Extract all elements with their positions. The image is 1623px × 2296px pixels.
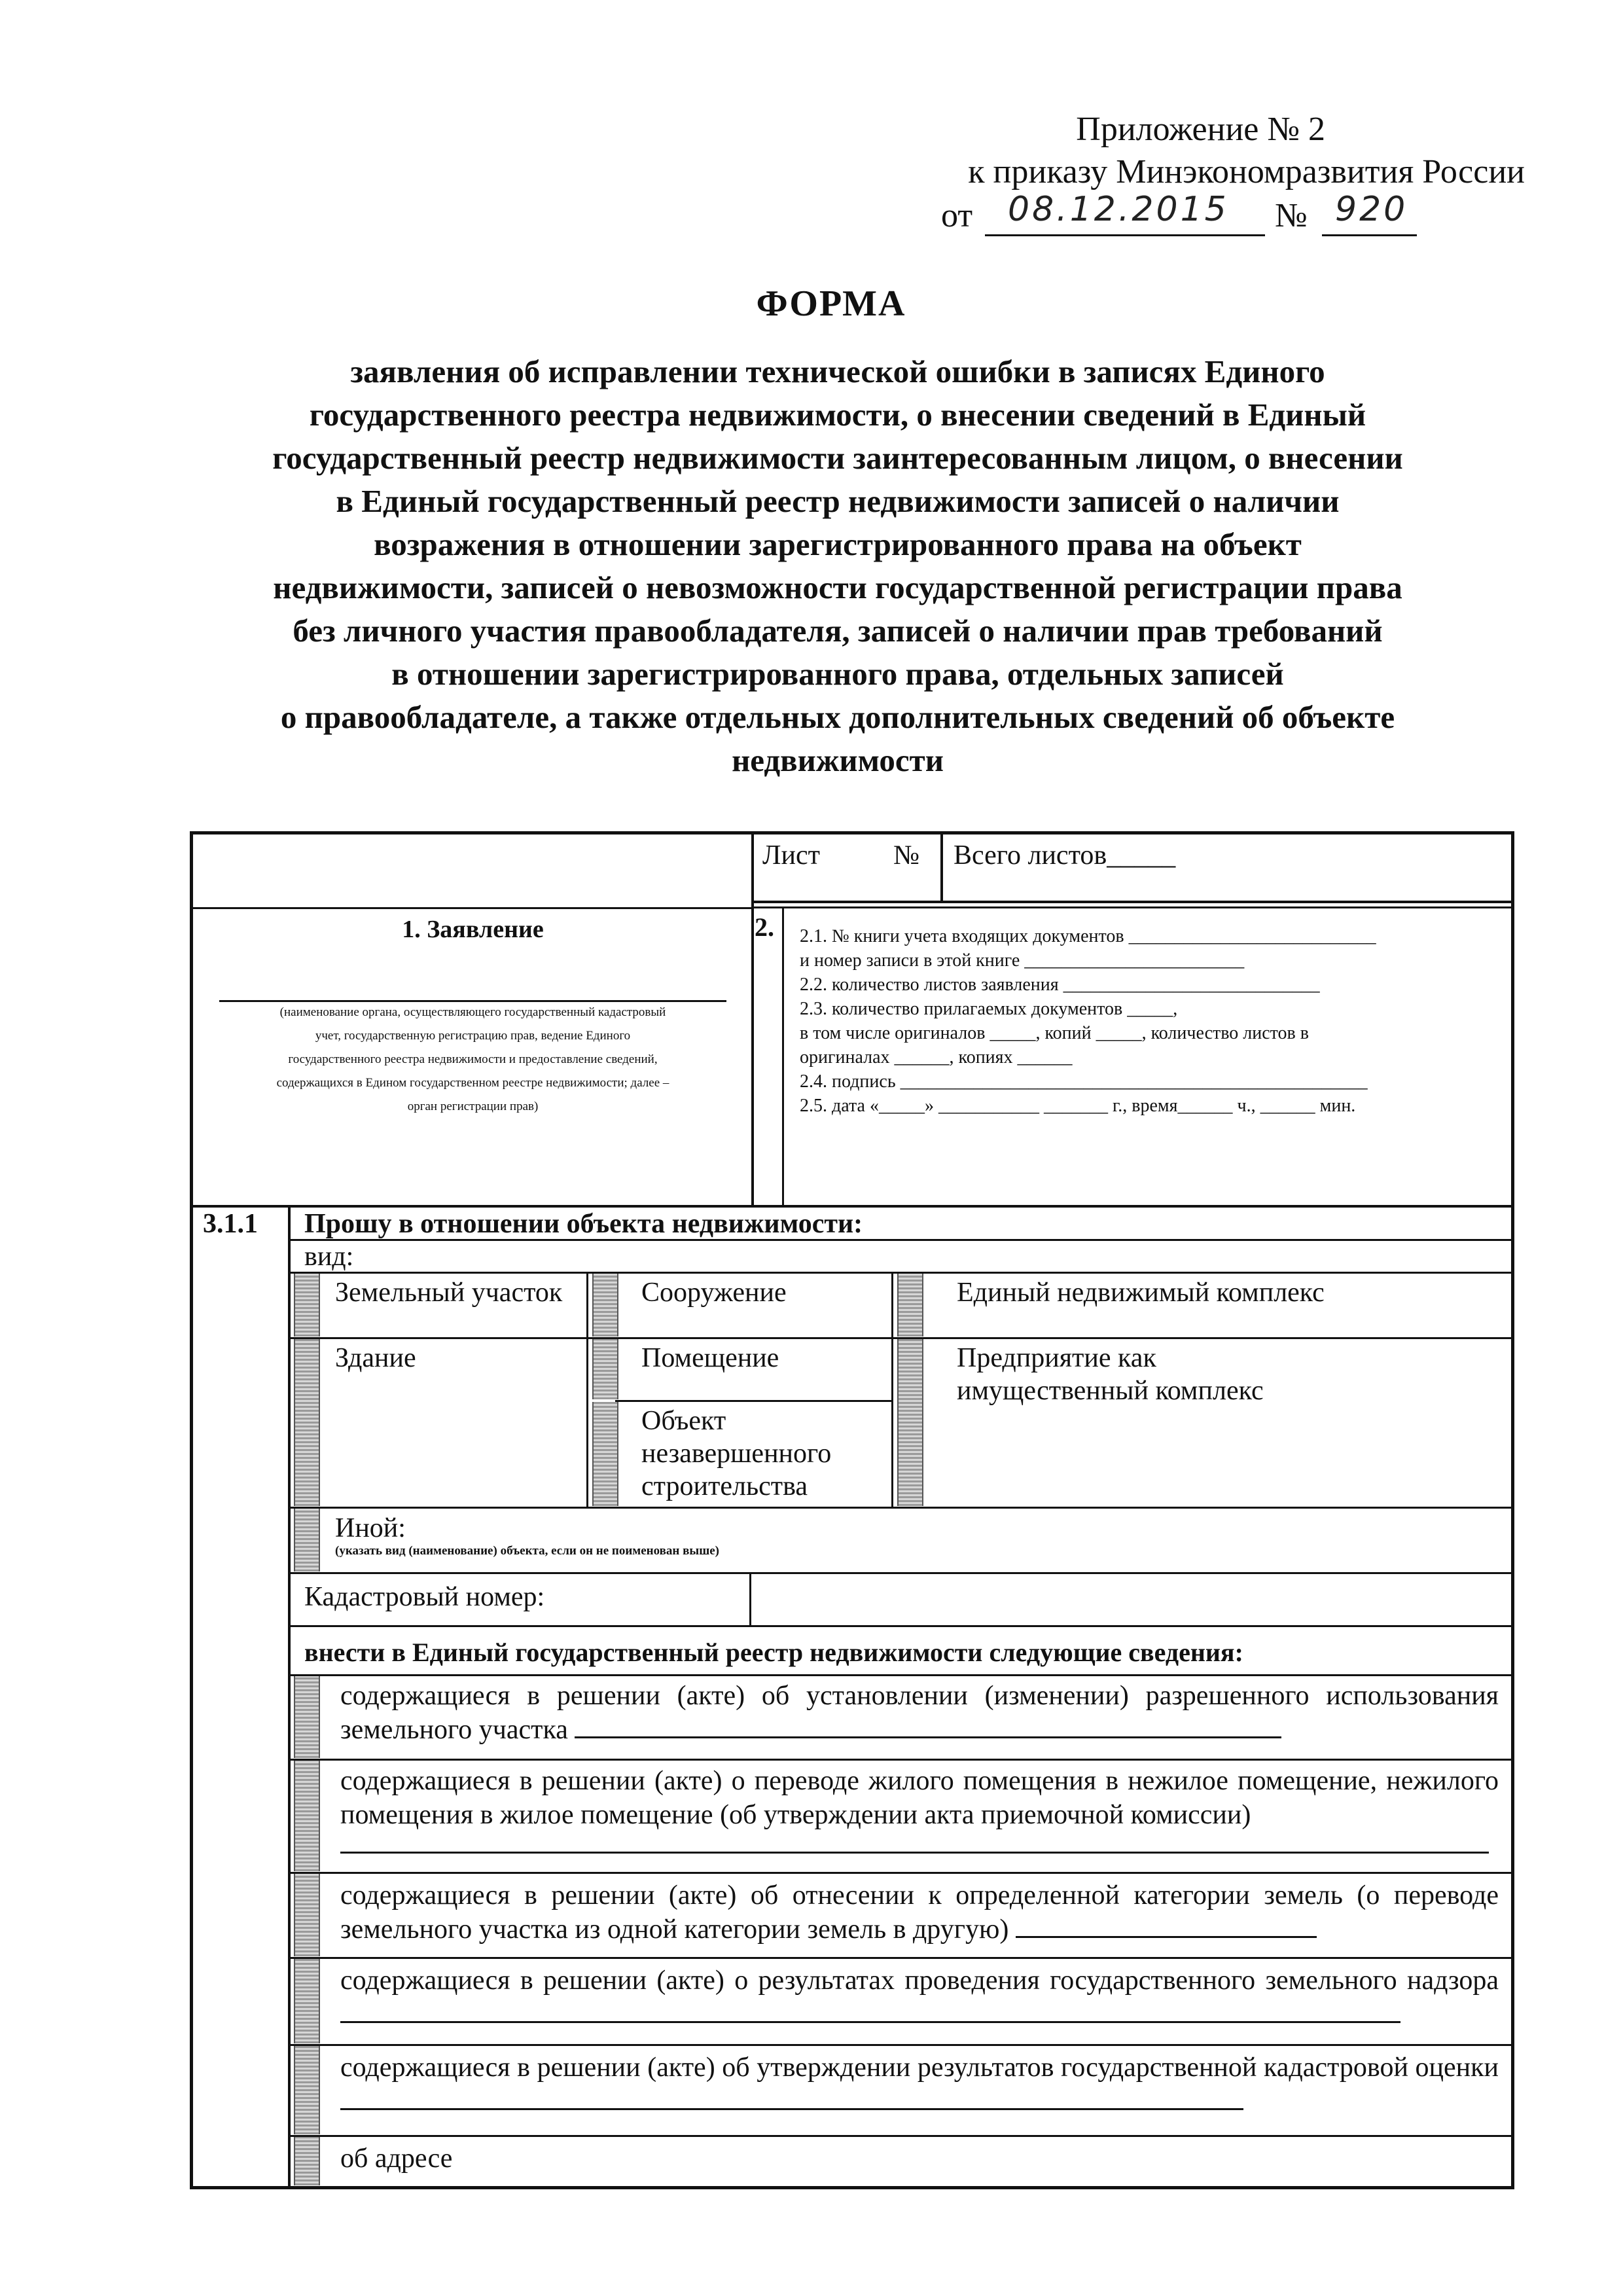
record-number-line[interactable]: и номер записи в этой книге ________________________ <box>800 950 1245 971</box>
option-structure: Сооружение <box>641 1278 787 1308</box>
note-line: содержащихся в Едином государственном реестре недвижимости; далее – <box>276 1076 669 1090</box>
option-other-note: (указать вид (наименование) объекта, если он не поименован выше) <box>335 1544 719 1558</box>
number-handwritten: 920 <box>1335 190 1408 229</box>
title-line: государственного реестра недвижимости, о внесении сведений в Единый <box>309 397 1366 433</box>
title-line: недвижимости <box>732 742 944 778</box>
item-fill-line[interactable] <box>340 1998 1400 2023</box>
signature-line[interactable]: 2.4. подпись ___________________________________________________ <box>800 1071 1368 1092</box>
item-fill-line[interactable] <box>340 1832 1489 1854</box>
item-fill-line[interactable] <box>575 1713 1281 1738</box>
checkbox-item-land-supervision[interactable] <box>294 1959 320 2043</box>
divider <box>749 1572 751 1626</box>
checkbox-item-premises-transfer[interactable] <box>294 1761 320 1871</box>
option-premises: Помещение <box>641 1343 779 1373</box>
divider <box>288 1957 1514 1959</box>
option-unfinished: Объект незавершенного строительства <box>641 1406 832 1501</box>
divider <box>751 831 754 1208</box>
item-cadastral-valuation: содержащиеся в решении (акте) об утверждении результатов государственной кадастровой оценки <box>340 2051 1499 2119</box>
title-line: о правообладателе, а также отдельных дополнительных сведений об объекте <box>280 699 1395 735</box>
checkbox-structure[interactable] <box>592 1274 618 1336</box>
option-enterprise: Предприятие как имущественный комплекс <box>957 1343 1264 1406</box>
note-line: учет, государственную регистрацию прав, ведение Единого <box>315 1029 631 1043</box>
item-premises-transfer: содержащиеся в решении (акте) о переводе жилого помещения в нежилое помещение, нежилого помещения в жилое помещение (об утверждении акта приемочной комиссии) <box>340 1764 1499 1854</box>
divider <box>288 1625 1514 1627</box>
option-building: Здание <box>335 1343 416 1373</box>
title-line: недвижимости, записей о невозможности государственной регистрации права <box>273 569 1402 605</box>
divider <box>288 1205 291 2189</box>
section3-number: 3.1.1 <box>203 1209 258 1239</box>
divider <box>193 907 753 909</box>
table-border-bottom <box>190 2186 1514 2189</box>
checkbox-item-permitted-use[interactable] <box>294 1676 320 1758</box>
checkbox-item-cadastral-valuation[interactable] <box>294 2046 320 2134</box>
checkbox-item-address[interactable] <box>294 2137 320 2185</box>
checkbox-other[interactable] <box>294 1509 320 1571</box>
date-time-line[interactable]: 2.5. дата «_____» ___________ _______ г., время______ ч., ______ мин. <box>800 1096 1356 1116</box>
divider <box>940 831 943 903</box>
table-border-left <box>190 831 193 2189</box>
checkbox-premises[interactable] <box>592 1339 618 1399</box>
option-single-complex: Единый недвижимый комплекс <box>957 1278 1325 1308</box>
divider <box>751 901 1514 903</box>
divider <box>751 906 1514 908</box>
divider <box>288 2135 1514 2137</box>
note-line: (наименование органа, осуществляющего государственный кадастровый <box>279 1005 666 1019</box>
title-line: в Единый государственный реестр недвижимости записей о наличии <box>336 483 1340 519</box>
checkbox-single-complex[interactable] <box>897 1274 923 1336</box>
form-title <box>118 350 1558 782</box>
checkbox-item-land-category[interactable] <box>294 1874 320 1956</box>
divider <box>891 1272 893 1508</box>
divider <box>288 2044 1514 2046</box>
total-sheets-label: Всего листов_____ <box>954 840 1176 870</box>
table-border-top <box>190 831 1514 834</box>
item-address: об адресе <box>340 2144 453 2174</box>
divider <box>782 907 784 1208</box>
authority-note <box>196 1003 749 1117</box>
title-line: государственный реестр недвижимости заинтересованным лицом, о внесении <box>272 440 1403 476</box>
intake-book-line[interactable]: 2.1. № книги учета входящих документов ___________________________ <box>800 926 1376 946</box>
divider <box>615 1400 893 1402</box>
divider <box>288 1872 1514 1874</box>
divider <box>288 1507 1514 1509</box>
table-border-right <box>1511 831 1514 2189</box>
title-line: в отношении зарегистрированного права, отдельных записей <box>391 656 1284 692</box>
title-line: без личного участия правообладателя, записей о наличии прав требований <box>293 613 1383 649</box>
section1-heading: 1. Заявление <box>402 916 544 943</box>
number-prefix: № <box>1275 197 1308 234</box>
sheet-number-label: № <box>893 840 920 870</box>
date-underline <box>985 234 1265 236</box>
form-label: ФОРМА <box>756 283 906 324</box>
title-line: заявления об исправлении технической ошибки в записях Единого <box>350 353 1325 389</box>
checkbox-unfinished[interactable] <box>592 1402 618 1506</box>
kind-label: вид: <box>304 1242 354 1272</box>
checkbox-land-plot[interactable] <box>294 1274 320 1336</box>
order-label: к приказу Минэкономразвития России <box>968 153 1525 190</box>
item-fill-line[interactable] <box>1016 1912 1317 1938</box>
option-other: Иной: <box>335 1513 406 1543</box>
section3-heading: Прошу в отношении объекта недвижимости: <box>304 1209 863 1239</box>
checkbox-enterprise[interactable] <box>897 1339 923 1506</box>
originals-copies-line[interactable]: в том числе оригиналов _____, копий _____, количество листов в <box>800 1023 1309 1043</box>
cadastral-label: Кадастровый номер: <box>304 1582 545 1612</box>
number-underline <box>1322 234 1417 236</box>
appendix-label: Приложение № 2 <box>1076 111 1325 148</box>
date-prefix: от <box>941 197 973 234</box>
attached-docs-line[interactable]: 2.3. количество прилагаемых документов _____, <box>800 999 1178 1019</box>
divider <box>288 1759 1514 1761</box>
note-line: орган регистрации прав) <box>407 1100 539 1113</box>
originals-copies-sheets-line[interactable]: оригиналах ______, копиях ______ <box>800 1047 1073 1067</box>
authority-field-line[interactable] <box>219 1000 726 1002</box>
date-handwritten: 08.12.2015 <box>1008 190 1229 229</box>
item-permitted-use: содержащиеся в решении (акте) об установлении (изменении) разрешенного использования земельного участка <box>340 1681 1499 1745</box>
divider <box>288 1674 1514 1676</box>
cadastral-input[interactable] <box>753 1574 1510 1624</box>
option-land-plot: Земельный участок <box>335 1278 563 1308</box>
enter-heading: внести в Единый государственный реестр недвижимости следующие сведения: <box>304 1638 1243 1667</box>
item-land-supervision: содержащиеся в решении (акте) о результатах проведения государственного земельного надзора <box>340 1964 1499 2032</box>
checkbox-building[interactable] <box>294 1339 320 1506</box>
title-line: возражения в отношении зарегистрированного права на объект <box>374 526 1302 562</box>
sheets-count-line[interactable]: 2.2. количество листов заявления ____________________________ <box>800 975 1320 995</box>
item-land-category: содержащиеся в решении (акте) об отнесении к определенной категории земель (о переводе земельного участка из одной категории земель в другую) <box>340 1880 1499 1945</box>
note-line: государственного реестра недвижимости и предоставление сведений, <box>288 1052 658 1066</box>
item-fill-line[interactable] <box>340 2085 1243 2110</box>
divider <box>586 1272 588 1508</box>
section2-lines <box>800 924 1500 1118</box>
sheet-label: Лист <box>762 840 820 870</box>
section2-number: 2. <box>755 912 774 942</box>
